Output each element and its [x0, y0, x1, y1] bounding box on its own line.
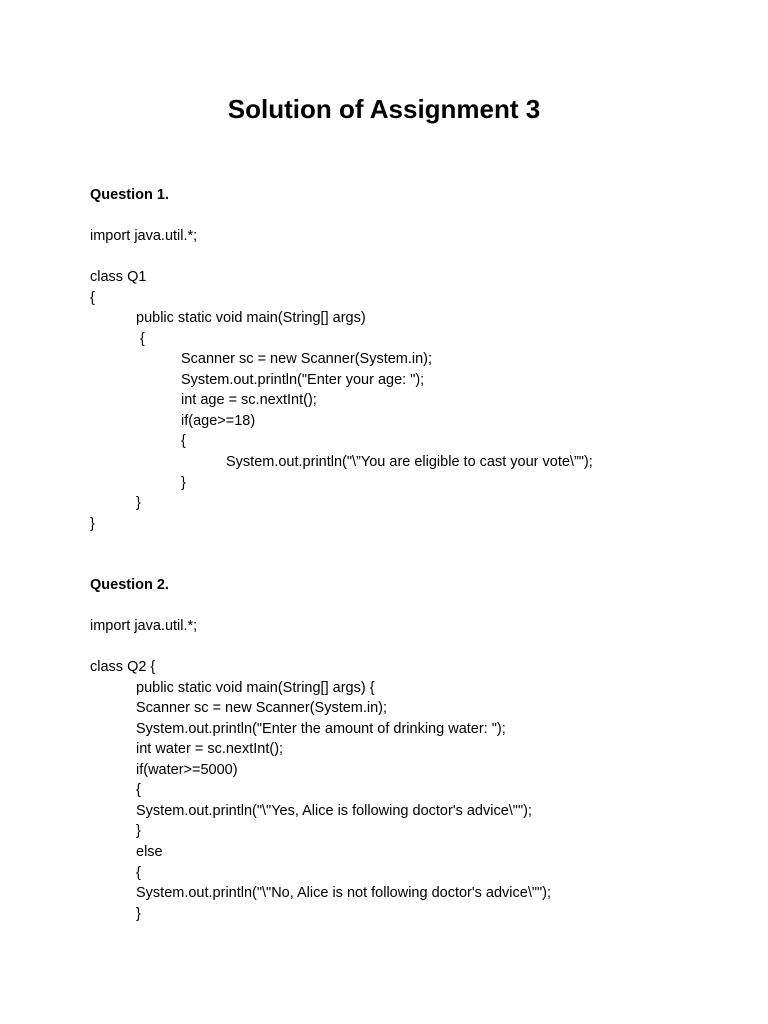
code-line: } — [90, 516, 95, 532]
code-line: else — [136, 844, 163, 860]
code-line: class Q2 { — [90, 659, 156, 675]
code-line: public static void main(String[] args) — [136, 310, 366, 326]
code-line: Scanner sc = new Scanner(System.in); — [136, 700, 388, 716]
code-line: import java.util.*; — [90, 618, 198, 634]
code-line: if(water>=5000) — [136, 762, 238, 778]
code-line: { — [136, 782, 141, 798]
document-title: Solution of Assignment 3 — [227, 94, 541, 124]
code-line: } — [136, 823, 141, 839]
code-line: { — [136, 331, 145, 347]
code-line: System.out.println("Enter your age: "); — [181, 372, 425, 388]
code-line: Scanner sc = new Scanner(System.in); — [181, 351, 433, 367]
code-line: } — [136, 495, 141, 511]
code-line: } — [136, 906, 141, 922]
code-line: int age = sc.nextInt(); — [181, 392, 317, 408]
code-line: System.out.println("\”You are eligible to cast your vote\”"); — [226, 454, 593, 470]
code-line: { — [181, 433, 186, 449]
code-line: class Q1 — [90, 269, 147, 285]
question-1-heading: Question 1. — [90, 187, 169, 203]
code-line: { — [136, 865, 141, 881]
code-line: System.out.println("Enter the amount of drinking water: "); — [136, 721, 506, 737]
code-line: { — [90, 290, 95, 306]
question-2-heading: Question 2. — [90, 577, 169, 593]
code-line: System.out.println("\"Yes, Alice is following doctor's advice\""); — [136, 803, 532, 819]
code-line: import java.util.*; — [90, 228, 198, 244]
code-line: public static void main(String[] args) { — [136, 680, 375, 696]
code-line: if(age>=18) — [181, 413, 256, 429]
code-line: System.out.println("\"No, Alice is not following doctor's advice\""); — [136, 885, 552, 901]
code-line: int water = sc.nextInt(); — [136, 741, 284, 757]
code-line: } — [181, 475, 186, 491]
